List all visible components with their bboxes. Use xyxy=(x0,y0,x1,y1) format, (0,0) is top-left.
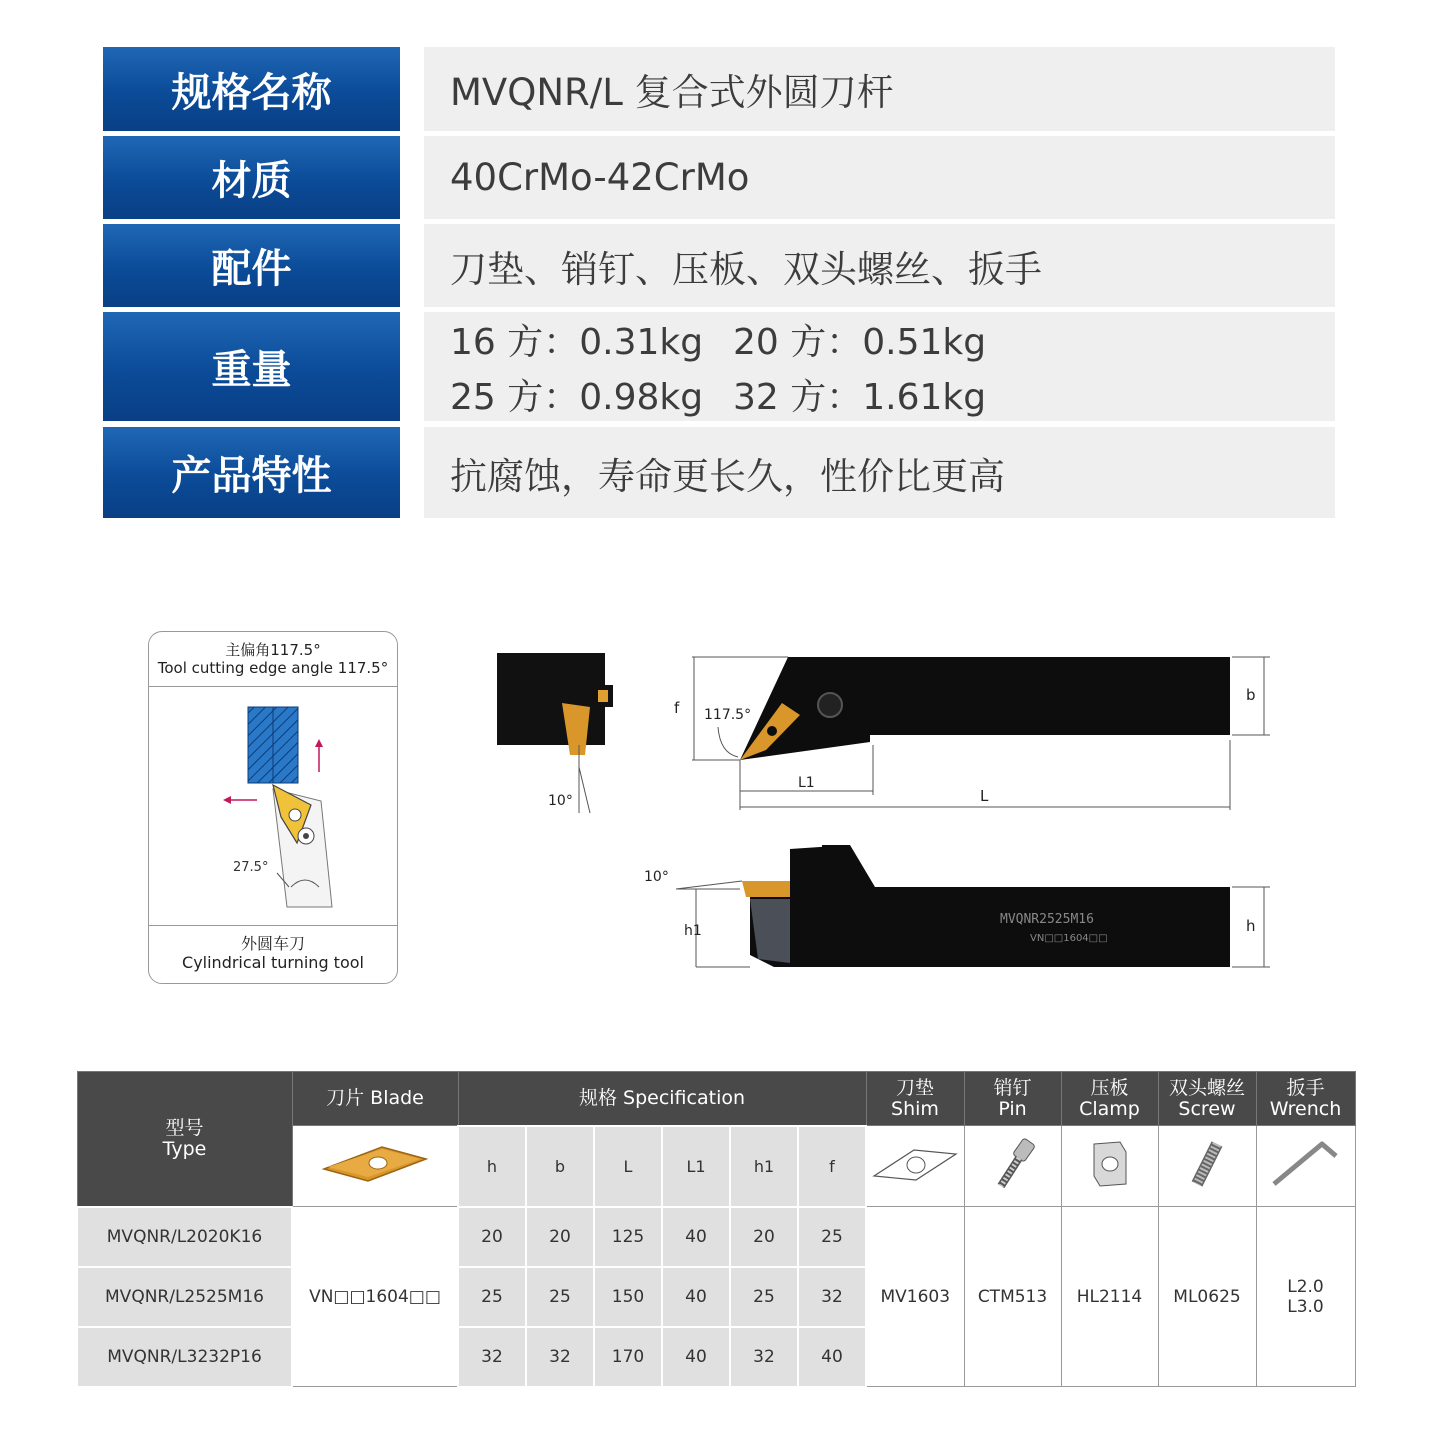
weight-20: 20 方：0.51kg xyxy=(733,321,987,363)
dim-b: b xyxy=(1246,686,1256,704)
wrench-size: L2.0 xyxy=(1287,1276,1324,1297)
pin-icon xyxy=(983,1134,1043,1194)
dim-L1: L1 xyxy=(798,775,815,791)
spec-value: 抗腐蚀，寿命更长久，性价比更高 xyxy=(424,427,1335,518)
weight-25: 25 方：0.98kg xyxy=(450,376,704,418)
weight-16: 16 方：0.31kg xyxy=(450,321,704,363)
spec-label: 重量 xyxy=(103,312,400,421)
approach-angle-label: 117.5° xyxy=(704,707,752,723)
blade-header: 刀片 Blade xyxy=(292,1072,458,1126)
insert-side xyxy=(742,881,790,897)
spec-row-name xyxy=(103,47,1335,131)
diagram-header xyxy=(149,632,397,687)
spec-value xyxy=(424,312,1335,421)
screw-icon xyxy=(1177,1134,1237,1194)
dim-cell: 25 xyxy=(730,1267,798,1327)
dim-cell: 32 xyxy=(730,1327,798,1387)
dim-cell: 32 xyxy=(458,1327,526,1387)
dim-cell: 40 xyxy=(662,1207,730,1267)
table-row xyxy=(77,1207,1355,1267)
engraving-insert: VN□□1604□□ xyxy=(1030,933,1108,944)
shim-icon xyxy=(870,1144,960,1184)
shim-cell: MV1603 xyxy=(866,1207,964,1387)
dim-cell: 40 xyxy=(662,1267,730,1327)
shim-header xyxy=(866,1072,964,1126)
clamp-header xyxy=(1061,1072,1158,1126)
dim-cell: 20 xyxy=(458,1207,526,1267)
dim-header-h1: h1 xyxy=(730,1126,798,1207)
engraving-model: MVQNR2525M16 xyxy=(1000,912,1094,927)
dim-L: L xyxy=(980,787,989,805)
workpiece-illustration xyxy=(149,687,398,927)
pin-header-en: Pin xyxy=(998,1097,1027,1120)
dim-cell: 32 xyxy=(798,1267,866,1327)
holder-side-view-drawing xyxy=(640,835,1270,975)
dim-cell: 25 xyxy=(798,1207,866,1267)
type-cell: MVQNR/L3232P16 xyxy=(77,1327,292,1387)
angle-small-label: 27.5° xyxy=(233,860,269,875)
dim-h1: h1 xyxy=(684,923,702,939)
blade-cell: VN□□1604□□ xyxy=(292,1207,458,1387)
dim-header-f: f xyxy=(798,1126,866,1207)
spec-value: MVQNR/L 复合式外圆刀杆 xyxy=(424,47,1335,131)
insert-icon xyxy=(320,1139,430,1189)
dim-f: f xyxy=(674,699,680,717)
type-cell: MVQNR/L2525M16 xyxy=(77,1267,292,1327)
shim-image-cell xyxy=(866,1126,964,1207)
wrench-size: L3.0 xyxy=(1287,1296,1324,1317)
dim-cell: 20 xyxy=(526,1207,594,1267)
dim-cell: 125 xyxy=(594,1207,662,1267)
screw-header-en: Screw xyxy=(1178,1097,1236,1120)
dim-header-L1: L1 xyxy=(662,1126,730,1207)
dim-cell: 32 xyxy=(526,1327,594,1387)
shim-header-en: Shim xyxy=(891,1097,939,1120)
shim-header-cn: 刀垫 xyxy=(895,1076,934,1099)
side-angle-label: 10° xyxy=(644,869,669,885)
pin-header-cn: 销钉 xyxy=(993,1076,1032,1099)
screw-cell: ML0625 xyxy=(1158,1207,1256,1387)
wrench-header-en: Wrench xyxy=(1269,1097,1342,1120)
angle-title-en: Tool cutting edge angle 117.5° xyxy=(157,659,389,677)
clamp-cell: HL2114 xyxy=(1061,1207,1158,1387)
weight-32: 32 方：1.61kg xyxy=(733,376,987,418)
spec-table xyxy=(76,1071,1356,1388)
diagram-footer xyxy=(149,925,397,983)
weight-grid xyxy=(450,314,993,420)
pin-image-cell xyxy=(964,1126,1061,1207)
spec-row-material xyxy=(103,136,1335,219)
dim-h: h xyxy=(1246,917,1256,935)
wrench-icon xyxy=(1266,1134,1346,1194)
screw-image-cell xyxy=(1158,1126,1256,1207)
spec-label: 产品特性 xyxy=(103,427,400,518)
dim-header-b: b xyxy=(526,1126,594,1207)
dim-header-h: h xyxy=(458,1126,526,1207)
holder-top-body xyxy=(740,657,1230,760)
holder-end-body xyxy=(497,653,605,745)
blade-image-cell xyxy=(292,1126,458,1207)
spec-label: 配件 xyxy=(103,224,400,307)
type-cell: MVQNR/L2020K16 xyxy=(77,1207,292,1267)
holder-top-view-drawing xyxy=(670,645,1270,820)
dim-cell: 40 xyxy=(662,1327,730,1387)
dim-cell: 20 xyxy=(730,1207,798,1267)
pin-cell: CTM513 xyxy=(964,1207,1061,1387)
tool-name-en: Cylindrical turning tool xyxy=(182,953,364,972)
wrench-image-cell xyxy=(1256,1126,1355,1207)
pin-header xyxy=(964,1072,1061,1126)
screw-header-cn: 双头螺丝 xyxy=(1168,1076,1245,1099)
dim-cell: 25 xyxy=(458,1267,526,1327)
spec-row-features xyxy=(103,427,1335,518)
spec-value: 40CrMo-42CrMo xyxy=(424,136,1335,219)
clearance-angle-label: 10° xyxy=(548,793,573,809)
clamp-image-cell xyxy=(1061,1126,1158,1207)
clamp-header-cn: 压板 xyxy=(1090,1076,1129,1099)
spec-label: 规格名称 xyxy=(103,47,400,131)
spec-header: 规格 Specification xyxy=(458,1072,866,1126)
clamp-header-en: Clamp xyxy=(1079,1097,1140,1120)
dim-cell: 25 xyxy=(526,1267,594,1327)
angle-title-cn: 主偏角117.5° xyxy=(225,641,321,659)
spec-row-accessories xyxy=(103,224,1335,307)
type-header: 型号 Type xyxy=(77,1072,292,1207)
wrench-header-cn: 扳手 xyxy=(1286,1076,1325,1099)
dim-cell: 170 xyxy=(594,1327,662,1387)
dim-cell: 40 xyxy=(798,1327,866,1387)
insert-end xyxy=(562,703,590,755)
tool-name-cn: 外圆车刀 xyxy=(240,934,305,953)
spec-value: 刀垫、销钉、压板、双头螺丝、扳手 xyxy=(424,224,1335,307)
wrench-header xyxy=(1256,1072,1355,1126)
holder-end-view-drawing xyxy=(490,645,620,820)
screw-header xyxy=(1158,1072,1256,1126)
wrench-cell xyxy=(1256,1207,1355,1387)
dim-header-L: L xyxy=(594,1126,662,1207)
dim-cell: 150 xyxy=(594,1267,662,1327)
spec-row-weight xyxy=(103,312,1335,421)
clamp-icon xyxy=(1080,1134,1140,1194)
spec-label: 材质 xyxy=(103,136,400,219)
cutting-angle-diagram xyxy=(148,631,398,984)
